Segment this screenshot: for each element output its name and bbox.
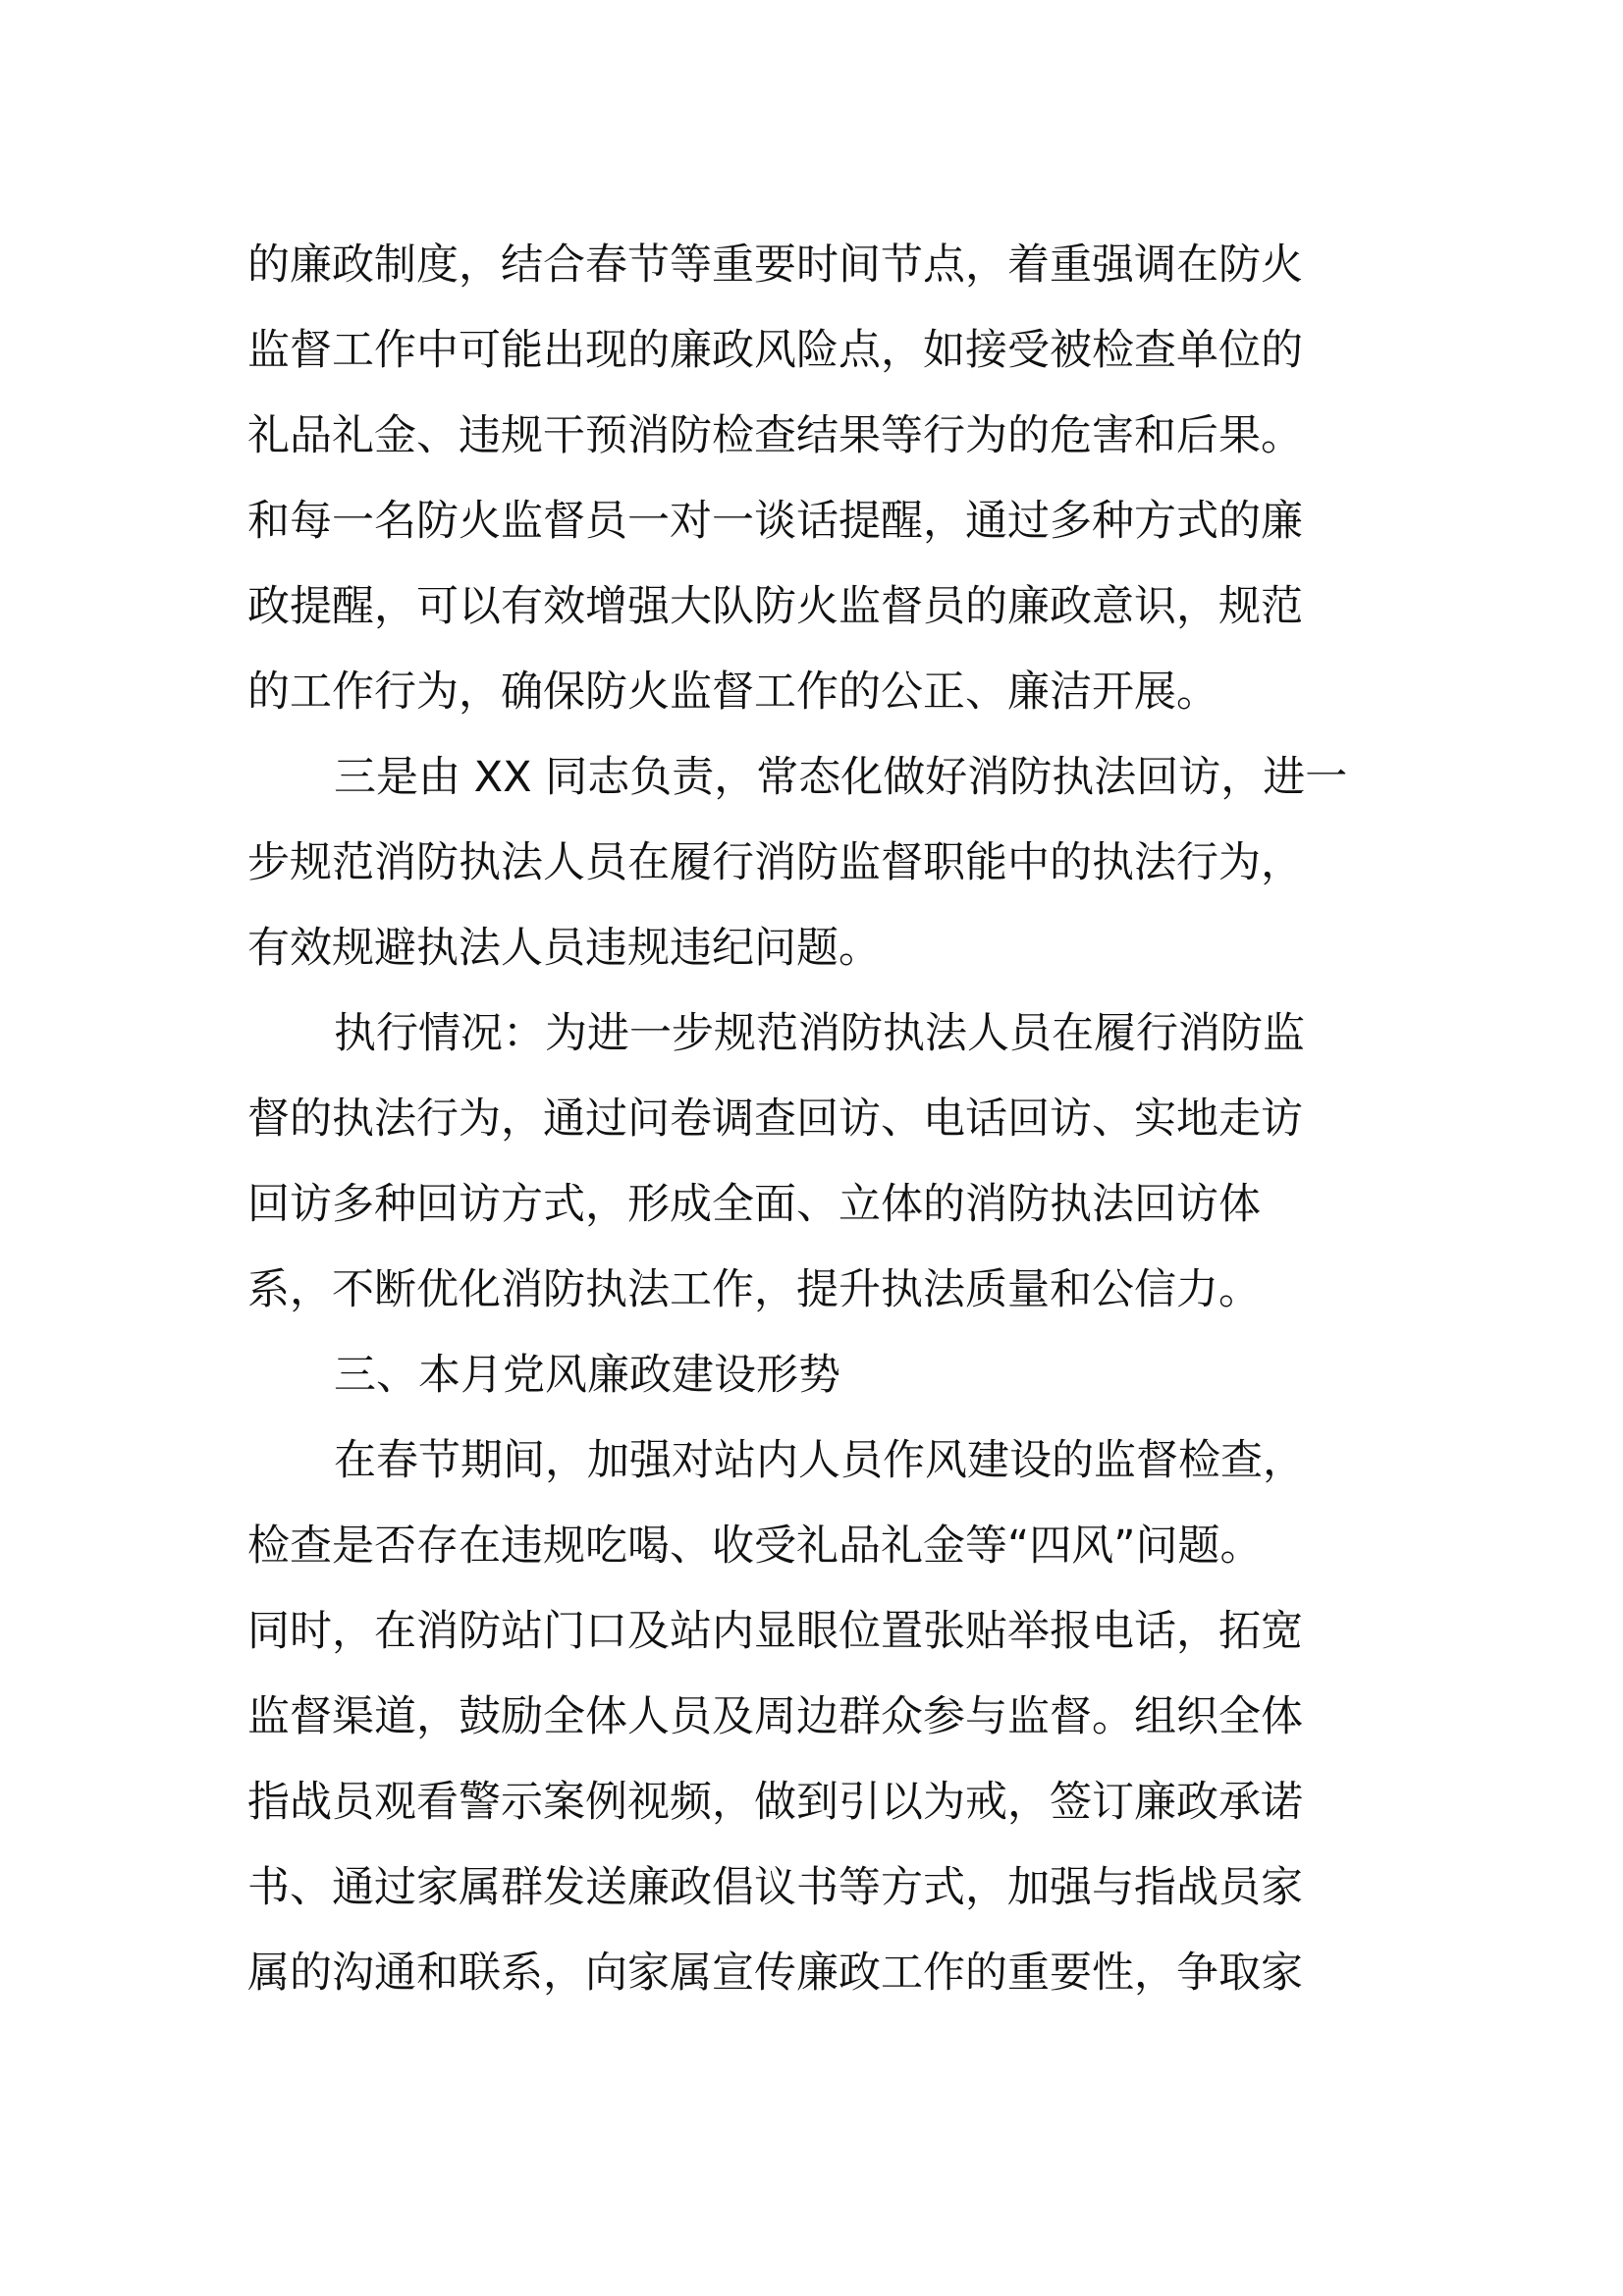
text-line: 属的沟通和联系，向家属宣传廉政工作的重要性，争取家 <box>247 1949 1303 1998</box>
paragraph-first-line: 三是由 XX 同志负责，常态化做好消防执法回访，进一 <box>334 753 1348 802</box>
text-line: 政提醒，可以有效增强大队防火监督员的廉政意识，规范 <box>247 582 1303 631</box>
paragraph-first-line: 执行情况：为进一步规范消防执法人员在履行消防监 <box>334 1009 1305 1058</box>
text-line: 书、通过家属群发送廉政倡议书等方式，加强与指战员家 <box>247 1863 1303 1912</box>
text-line: 监督工作中可能出现的廉政风险点，如接受被检查单位的 <box>247 326 1303 375</box>
section-heading: 三、本月党风廉政建设形势 <box>334 1351 840 1400</box>
text-line: 同时，在消防站门口及站内显眼位置张贴举报电话，拓宽 <box>247 1607 1303 1656</box>
text-line: 检查是否存在违规吃喝、收受礼品礼金等“四风”问题。 <box>247 1522 1263 1571</box>
text-line: 系，不断优化消防执法工作，提升执法质量和公信力。 <box>247 1265 1261 1314</box>
paragraph-first-line: 在春节期间，加强对站内人员作风建设的监督检查， <box>334 1436 1305 1485</box>
text-line: 的工作行为，确保防火监督工作的公正、廉洁开展。 <box>247 667 1218 717</box>
text-line: 和每一名防火监督员一对一谈话提醒，通过多种方式的廉 <box>247 497 1303 546</box>
text-line: 有效规避执法人员违规违纪问题。 <box>247 924 881 973</box>
text-line: 回访多种回访方式，形成全面、立体的消防执法回访体 <box>247 1180 1261 1229</box>
text-line: 监督渠道，鼓励全体人员及周边群众参与监督。组织全体 <box>247 1692 1303 1741</box>
text-line: 步规范消防执法人员在履行消防监督职能中的执法行为， <box>247 838 1303 887</box>
text-line: 礼品礼金、违规干预消防检查结果等行为的危害和后果。 <box>247 411 1303 460</box>
text-line: 督的执法行为，通过问卷调查回访、电话回访、实地走访 <box>247 1095 1303 1144</box>
text-line: 指战员观看警示案例视频，做到引以为戒，签订廉政承诺 <box>247 1778 1303 1827</box>
text-line: 的廉政制度，结合春节等重要时间节点，着重强调在防火 <box>247 240 1303 290</box>
